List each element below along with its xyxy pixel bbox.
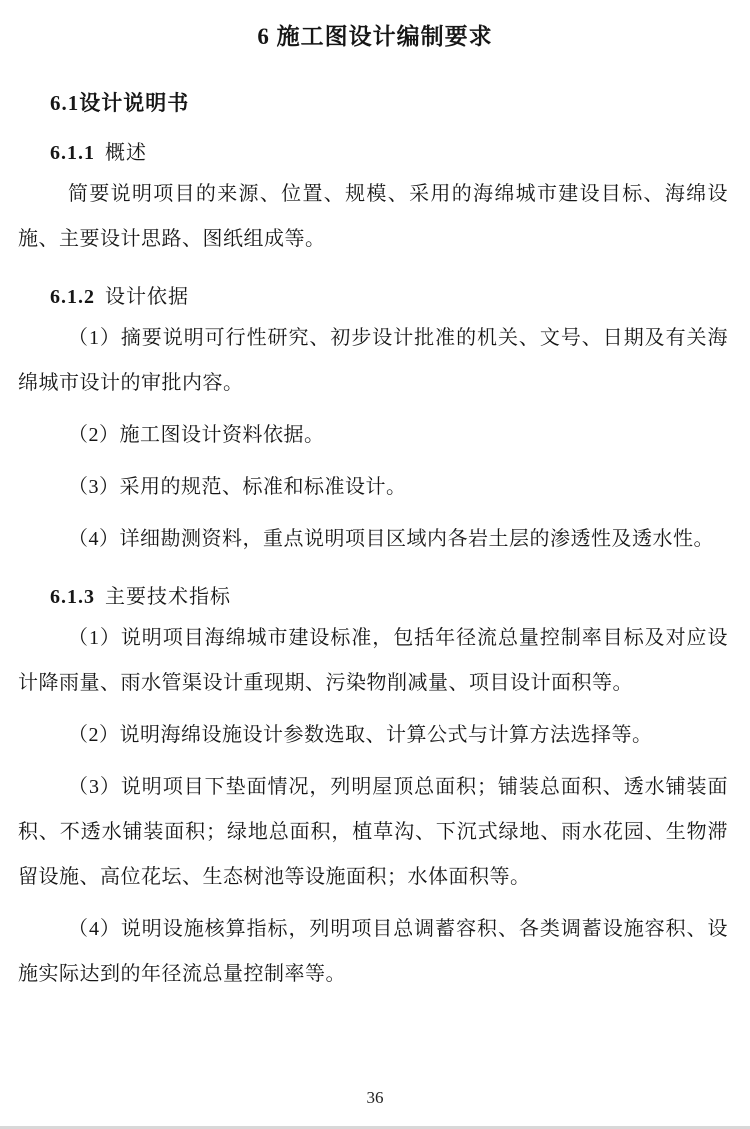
paragraph-6-1-2-item-3: （3）采用的规范、标准和标准设计。 [68,476,407,498]
section-heading-6-1 [50,88,750,118]
paragraph-6-1-2-item-2: （2）施工图设计资料依据。 [68,424,325,446]
page-number: 36 [366,1088,384,1107]
chapter-title: 6 施工图设计编制要求 [257,24,493,49]
paragraph-6-1-3-item-2: （2）说明海绵设施设计参数选取、计算公式与计算方法选择等。 [68,724,653,746]
paragraph-6-1-3-item-4: （4）说明设施核算指标，列明项目总调蓄容积、各类调蓄设施容积、设施实际达到的年径流总量控制率等。 [18,918,728,985]
subsection-title: 设计依据 [105,286,189,308]
subsection-title: 概述 [105,142,147,164]
paragraph-6-1-2-item-4: （4）详细勘测资料，重点说明项目区域内各岩土层的渗透性及透水性。 [68,528,714,550]
subsection-number: 6.1.2 [50,286,95,308]
paragraph-6-1-2-item-1: （1）摘要说明可行性研究、初步设计批准的机关、文号、日期及有关海绵城市设计的审批内容。 [18,327,728,394]
paragraph-6-1-1-overview: 简要说明项目的来源、位置、规模、采用的海绵城市建设目标、海绵设施、主要设计思路、图纸组成等。 [18,183,728,250]
subsection-heading-6-1-2 [50,282,750,312]
subsection-number: 6.1.3 [50,586,95,608]
paragraph-6-1-3-item-3: （3）说明项目下垫面情况，列明屋顶总面积；铺装总面积、透水铺装面积、不透水铺装面积；绿地总面积，植草沟、下沉式绿地、雨水花园、生物滞留设施、高位花坛、生态树池等设施面积；水体面积等。 [18,776,728,888]
subsection-number: 6.1.1 [50,142,95,164]
paragraph-6-1-3-item-1: （1）说明项目海绵城市建设标准，包括年径流总量控制率目标及对应设计降雨量、雨水管渠设计重现期、污染物削减量、项目设计面积等。 [18,627,728,694]
subsection-heading-6-1-1 [50,138,750,168]
subsection-heading-6-1-3 [50,582,750,612]
subsection-title: 主要技术指标 [105,586,231,608]
section-title: 设计说明书 [79,91,190,115]
section-number: 6.1 [50,91,80,115]
